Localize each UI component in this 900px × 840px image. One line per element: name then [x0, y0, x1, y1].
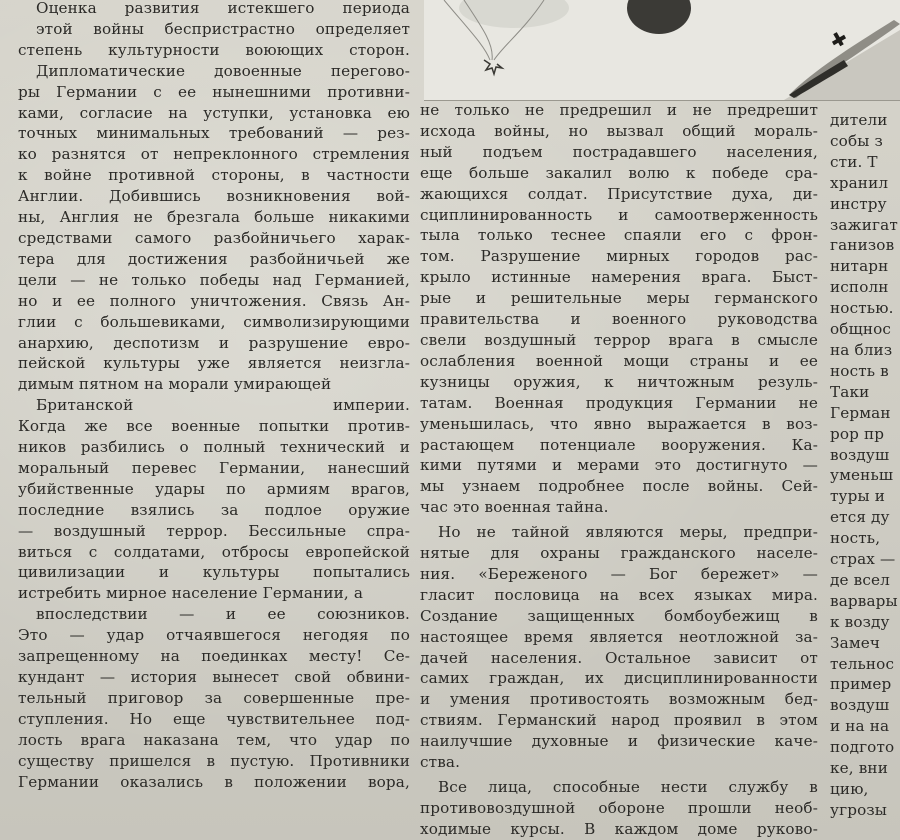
col3-line: страх —: [830, 550, 896, 569]
col2-line: Но не тайной являются меры, предпри-: [438, 523, 818, 542]
col2-line: ходимые курсы. В каждом доме руково-: [420, 819, 818, 838]
col2-line: настоящее время является неотложной за-: [420, 627, 818, 646]
col1-line: ко разнятся от непреклонного стремления: [18, 145, 410, 164]
col2-line: ослабления военной мощи страны и ее: [420, 351, 818, 370]
column-right-cut: [830, 100, 900, 821]
col1-line: ками, согласие на уступки, установка ею: [18, 103, 410, 122]
col2-line: дачей населения. Остальное зависит от: [420, 648, 818, 667]
col1-line: убийственные удары по армиям врагов,: [18, 479, 410, 498]
col1-line: ры Германии с ее нынешними противни-: [18, 82, 410, 101]
col2-line: не только не предрешил и не предрешит: [420, 101, 818, 119]
col3-line: к возду: [830, 612, 890, 631]
col1-line: пейской культуры уже является неизгла-: [18, 354, 410, 373]
col1-line: точных минимальных требований — рез-: [18, 124, 410, 143]
col1-line: Когда же все военные попытки против-: [18, 417, 410, 436]
col3-line: пример: [830, 675, 892, 694]
col3-line: воздуш: [830, 696, 890, 715]
col2-line: сциплинированность и самоотверженность: [420, 205, 818, 224]
col1-line: Германии оказались в положении вора,: [18, 772, 410, 791]
col2-line: Все лица, способные нести службу в: [438, 778, 818, 796]
col1-line: запрещенному на поединках месту! Се-: [18, 647, 410, 666]
col3-line: хранил: [830, 173, 889, 192]
col2-line: противовоздушной обороне прошли необ-: [420, 798, 818, 817]
col3-line: угрозы: [830, 800, 888, 819]
col1-line: тельный приговор за совершенные пре-: [18, 688, 410, 707]
col3-line: зажигат: [830, 215, 898, 234]
col1-line: ступления. Но еще чувствительнее под-: [18, 709, 410, 728]
col1-line: но и ее полного уничтожения. Связь Ан-: [18, 291, 410, 310]
col3-line: воздуш: [830, 445, 890, 464]
col1-line: истребить мирное население Германии, а: [18, 584, 364, 603]
col1-line: степень культурности воюющих сторон.: [18, 40, 410, 59]
col1-line: тера для достижения разбойничьей же: [18, 249, 410, 268]
col2-line: ния. «Береженого — Бог бережет» —: [420, 564, 818, 583]
col3-line: и на на: [830, 717, 890, 736]
col2-line: крыло истинные намерения врага. Быст-: [420, 268, 818, 287]
col2-line: татам. Военная продукция Германии не: [420, 393, 818, 412]
column-left: [18, 0, 410, 792]
col3-line: рор пр: [830, 424, 885, 443]
col1-line: последние взялись за подлое оружие: [18, 500, 410, 519]
col1-line: виться с солдатами, отбросы европейской: [18, 542, 410, 561]
col1-line: анархию, деспотизм и разрушение евро-: [18, 333, 410, 352]
col2-line: ствиям. Германский народ проявил в этом: [420, 711, 818, 730]
col2-line: еще больше закалил волю к победе сра-: [420, 163, 818, 182]
col3-line: нитарн: [830, 257, 889, 276]
col1-line: Оценка развития истекшего периода: [36, 0, 410, 17]
aircraft-photo: [424, 0, 900, 101]
column-middle: [420, 100, 818, 840]
col3-line: варвары: [830, 591, 898, 610]
col3-line: цию,: [830, 780, 869, 798]
col1-line: кундант — история вынесет свой обвини-: [18, 668, 410, 686]
col3-line: инстру: [830, 194, 887, 213]
col2-line: и умения противостоять возможным бед-: [420, 690, 818, 709]
col3-line: Таки: [830, 382, 870, 401]
col2-line: мы узнаем подробнее после войны. Сей-: [420, 477, 818, 496]
col3-line: общнос: [830, 320, 892, 339]
col3-line: ганизов: [830, 236, 895, 255]
col2-line: кими путями и мерами это достигнуто —: [420, 456, 818, 475]
col2-line: кузницы оружия, к ничтожным резуль-: [420, 372, 818, 391]
col1-line: этой войны беспристрастно определяет: [36, 19, 410, 38]
col1-line: Англии. Добившись возникновения вой-: [18, 187, 410, 206]
col3-line: дители: [830, 111, 888, 129]
col2-line: жающихся солдат. Присутствие духа, ди-: [420, 184, 818, 203]
col1-line: лость врага наказана тем, что удар по: [18, 730, 410, 749]
col2-line: самих граждан, их дисциплинированности: [420, 669, 818, 688]
col3-line: сти. Т: [830, 152, 878, 171]
col2-line: час это военная тайна.: [420, 498, 609, 517]
col1-line: димым пятном на морали умирающей: [18, 375, 332, 394]
col2-line: Создание защищенных бомбоубежищ в: [420, 606, 818, 625]
col2-line: свели воздушный террор врага в смысле: [420, 330, 818, 349]
col1-line: моральный перевес Германии, нанесший: [18, 458, 410, 477]
col2-line: ный подъем пострадавшего населения,: [420, 142, 818, 161]
col2-line: нятые для охраны гражданского населе-: [420, 544, 818, 563]
col1-line: впоследствии — и ее союзников.: [36, 605, 410, 624]
col3-line: уменьш: [830, 466, 894, 485]
col2-line: тыла только теснее спаяли его с фрон-: [420, 226, 818, 245]
col1-line: Британской империи.: [36, 396, 410, 415]
col2-line: растающем потенциале вооружения. Ка-: [420, 435, 818, 454]
col1-line: Это — удар отчаявшегося негодяя по: [18, 626, 410, 645]
col3-line: ность в: [830, 361, 889, 380]
col1-line: — воздушный террор. Бессильные спра-: [18, 521, 410, 540]
col1-line: ников разбились о полный технический и: [18, 438, 410, 457]
col3-line: туры и: [830, 487, 885, 506]
col2-line: гласит пословица на всех языках мира.: [420, 585, 818, 604]
col2-line: наилучшие духовные и физические каче-: [420, 732, 818, 751]
col1-line: цели — не только победы над Германией,: [18, 270, 410, 289]
col1-line: к войне противной стороны, в частности: [18, 166, 410, 185]
col3-line: ностью.: [830, 299, 894, 318]
col1-line: существу пришелся в пустую. Противники: [18, 751, 410, 770]
col2-line: рые и решительные меры германского: [420, 289, 818, 308]
col3-line: тельнос: [830, 654, 895, 673]
col3-line: Герман: [830, 403, 891, 422]
col3-line: ется ду: [830, 508, 890, 527]
col3-line: исполн: [830, 278, 889, 297]
col1-line: цивилизации и культуры попытались: [18, 563, 410, 582]
col3-line: собы з: [830, 131, 883, 150]
col1-line: средствами самого разбойничьего харак-: [18, 228, 410, 247]
col2-line: уменьшилась, что явно выражается в воз-: [420, 414, 818, 433]
col2-line: исхода войны, но вызвал общий мораль-: [420, 121, 818, 140]
col2-line: правительства и военного руководства: [420, 310, 818, 329]
col2-line: том. Разрушение мирных городов рас-: [420, 247, 818, 266]
col2-line: ства.: [420, 753, 461, 772]
col3-line: де всел: [830, 570, 890, 589]
col3-line: Замеч: [830, 633, 881, 652]
aircraft-photo-drawing: [424, 0, 900, 100]
col1-line: Дипломатические довоенные перегово-: [36, 61, 410, 80]
col1-line: глии с большевиками, символизирующими: [18, 312, 410, 331]
col3-line: ность,: [830, 529, 881, 548]
col1-line: ны, Англия не брезгала больше никакими: [18, 208, 410, 227]
col3-line: подгото: [830, 738, 895, 757]
col3-line: на близ: [830, 340, 893, 359]
col3-line: ке, вни: [830, 759, 888, 778]
